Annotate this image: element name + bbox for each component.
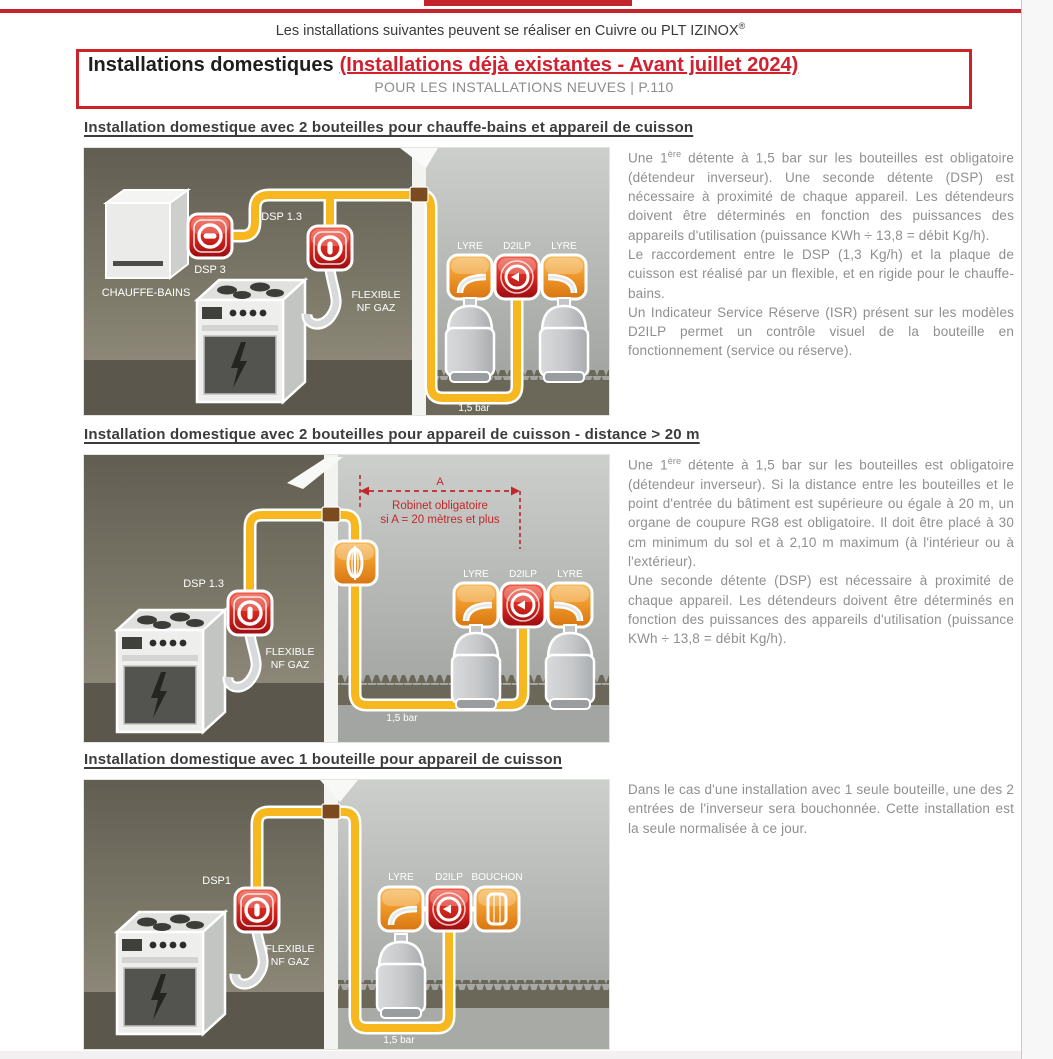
label-dsp13: DSP 1.3: [183, 578, 224, 590]
label-distance-a: A: [436, 476, 444, 488]
registered-mark: ®: [738, 21, 746, 31]
label-lyre-right: LYRE: [557, 569, 583, 580]
label-pressure: 1,5 bar: [386, 713, 418, 724]
section2-paragraph2: Une seconde détente (DSP) est nécessaire à proximité de chaque appareil. Les détendeurs doivent être déterminés en fonction des puissances des appareils d'utilisation (puissance KWh ÷ 13,8 = débit Kg/h).: [628, 573, 1014, 647]
outdoor-components: [379, 887, 519, 931]
shutoff-valve: [333, 541, 377, 585]
label-lyre-left: LYRE: [457, 241, 483, 252]
title-red-link[interactable]: (Installations déjà existantes - Avant juillet 2024): [339, 54, 799, 76]
label-d2ilp: D2ILP: [435, 872, 463, 883]
label-dsp3: DSP 3: [194, 264, 226, 276]
section2-heading: Installation domestique avec 2 bouteilles pour appareil de cuisson - distance > 20 m: [84, 426, 700, 443]
section2-text: [628, 455, 1014, 648]
label-robinet-1: Robinet obligatoire: [392, 500, 488, 512]
label-pressure: 1,5 bar: [383, 1035, 415, 1046]
label-lyre-left: LYRE: [463, 569, 489, 580]
section1-paragraph2: Le raccordement entre le DSP (1,3 Kg/h) et la plaque de cuisson est réalisé par un flexible, et en rigide pour le chauffe-bains.: [628, 246, 1014, 301]
label-lyre: LYRE: [388, 872, 414, 883]
section1-heading: Installation domestique avec 2 bouteilles pour chauffe-bains et appareil de cuisson: [84, 119, 694, 136]
water-heater: [106, 190, 188, 278]
label-dsp1: DSP1: [202, 875, 231, 887]
viewer-right-margin: [1021, 0, 1053, 1059]
page-top-banner-cut: [424, 0, 632, 6]
section3-text: [628, 780, 1014, 838]
stove: [117, 610, 225, 732]
label-dsp13: DSP 1.3: [261, 211, 302, 223]
title-black: Installations domestiques: [88, 54, 334, 76]
diagram-2-bottles-distance: [83, 454, 610, 743]
section1-text: [628, 148, 1014, 361]
wall: [324, 455, 338, 742]
label-d2ilp: D2ILP: [503, 241, 531, 252]
label-bouchon: BOUCHON: [471, 872, 523, 883]
section2-paragraph1: Une 1ère détente à 1,5 bar sur les bouteilles est obligatoire (détendeur inverseur). Si la distance entre les bouteilles et le point d'entrée du bâtiment est supérieure ou égale à 20 m, un organe de coupure RG8 est obligatoire. Il doit être placé à 30 cm minimum du sol et à 2,10 m maximum (à l'intérieur ou à l'extérieur).: [628, 456, 1014, 569]
title-box: [76, 49, 972, 109]
wall: [324, 780, 338, 1049]
section1-paragraph1: Une 1ère détente à 1,5 bar sur les bouteilles est obligatoire (détendeur inverseur). Une seconde détente (DSP) est nécessaire à proximité de chaque appareil. Les détendeurs doivent être déterminés en fonction des puissances des appareils d'utilisation (puissance KWh ÷ 13,8 = débit Kg/h).: [628, 149, 1014, 243]
label-lyre-right: LYRE: [551, 241, 577, 252]
dsp13-regulator: [228, 591, 272, 635]
outdoor-components: [454, 583, 592, 627]
dsp1-regulator: [235, 888, 279, 932]
stove: [117, 912, 225, 1034]
dsp13-regulator: [308, 226, 352, 270]
wall-coupling: [322, 804, 340, 819]
label-pressure: 1,5 bar: [458, 403, 490, 414]
dsp3-regulator: [188, 214, 232, 258]
outdoor-components: [448, 255, 586, 299]
diagram-1-bottle: [83, 779, 610, 1050]
section3-heading: Installation domestique avec 1 bouteille pour appareil de cuisson: [84, 751, 563, 768]
page-bottom-edge: [0, 1051, 1021, 1059]
label-flexible-2: NF GAZ: [270, 659, 310, 671]
title-subnote: POUR LES INSTALLATIONS NEUVES | P.110: [374, 79, 674, 95]
section3-paragraph1: Dans le cas d'une installation avec 1 seule bouteille, une des 2 entrées de l'inverseur sera bouchonnée. Cette installation est la seule normalisée à ce jour.: [628, 782, 1014, 836]
subtitle-text: Les installations suivantes peuvent se réaliser en Cuivre ou PLT IZINOX: [275, 22, 739, 39]
label-chauffe-bains: CHAUFFE-BAINS: [101, 287, 191, 299]
stove: [197, 280, 305, 402]
label-flexible-1: FLEXIBLE: [351, 289, 401, 301]
section1-paragraph3: Un Indicateur Service Réserve (ISR) présent sur les modèles D2ILP permet un contrôle visuel de la bouteille en fonctionnement (service ou réserve).: [628, 304, 1014, 359]
page-subtitle: [0, 21, 1021, 39]
label-robinet-2: si A = 20 mètres et plus: [380, 514, 500, 526]
diagram-2-bottles-chauffe-bains: [83, 147, 610, 416]
label-flexible-2: NF GAZ: [356, 302, 396, 314]
top-red-rule: [0, 9, 1021, 13]
page-title: [88, 54, 960, 77]
label-flexible-2: NF GAZ: [270, 956, 310, 968]
label-flexible-1: FLEXIBLE: [265, 646, 315, 658]
label-d2ilp: D2ILP: [509, 569, 537, 580]
label-flexible-1: FLEXIBLE: [265, 943, 315, 955]
wall-coupling: [322, 507, 340, 522]
wall-coupling: [410, 187, 428, 202]
